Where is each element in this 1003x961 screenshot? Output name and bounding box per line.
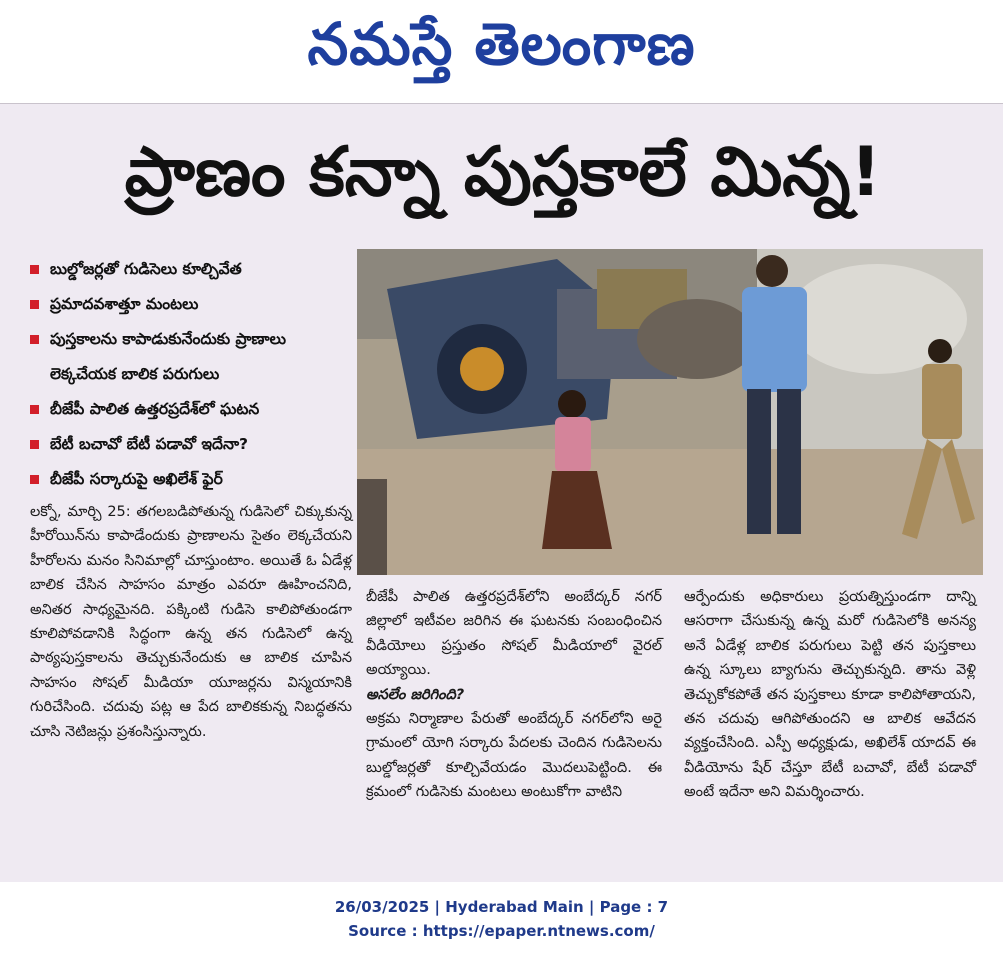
article-column-3 [684,585,976,805]
article-paragraph: బీజేపీ పాలిత ఉత్తరప్రదేశ్‌లోని అంబేద్కర్ నగర్ జిల్లాలో ఇటీవల జరిగిన ఈ ఘటనకు సంబంధించిన వీడియోలు ప్రస్తుతం సోషల్ మీడియాలో వైరల్ అయ్యాయి. [366,589,662,679]
bullet-text: పుస్తకాలను కాపాడుకునేందుకు ప్రాణాలు లెక్కచేయక బాలిక పరుగులు [50,330,286,383]
bullet-item [30,392,350,427]
edition-info: 26/03/2025 | Hyderabad Main | Page : 7 [334,898,669,916]
bullet-square-icon [30,265,39,274]
page-footer [0,895,1003,943]
news-photo [357,249,983,575]
highlight-bullets [30,252,350,497]
bullet-text: బీజేపీ పాలిత ఉత్తరప్రదేశ్‌లో ఘటన [50,400,260,418]
article-column-2 [366,585,662,805]
article-headline: ప్రాణం కన్నా పుస్తకాలే మిన్న! [124,133,882,212]
article-paragraph: ఆర్పేందుకు అధికారులు ప్రయత్నిస్తుండగా దాన్ని ఆసరాగా చేసుకున్న ఉన్న మరో గుడిసెలోకి అనన్య అనే ఏడేళ్ల బాలిక పరుగులు పెట్టి తన పుస్తకాలు ఉన్న స్కూలు బ్యాగును తెచ్చుకున్నది. తాను వెళ్లి తెచ్చుకోకపోతే తన పుస్తకాలు కూడా కాలిపోతాయని, తన చదువు ఆగిపోతుందని ఆ బాలిక ఆవేదన వ్యక్తంచేసింది. ఎస్పీ అధ్యక్షుడు, అఖిలేశ్ యాదవ్ ఈ వీడియోను షేర్ చేస్తూ బేటీ బచావో, బేటీ పడావో అంటే ఇదేనా అని విమర్శించారు. [684,589,976,801]
bullet-text: బుల్డోజర్లతో గుడిసెలు కూల్చివేత [50,260,242,278]
bullet-text: బీజేపీ సర్కారుపై అఖిలేశ్ ఫైర్ [50,470,223,488]
bullet-item [30,427,350,462]
masthead [0,0,1003,103]
bullet-square-icon [30,475,39,484]
article-column-1 [30,500,352,744]
bullet-text: ప్రమాదవశాత్తూ మంటలు [50,295,199,313]
newspaper-title: నమస్తే తెలంగాణ [307,10,696,78]
bullet-square-icon [30,335,39,344]
bullet-item [30,252,350,287]
article-subheading: అసలేం జరిగింది? [366,686,465,703]
bullet-item [30,322,350,392]
bullet-item [30,462,350,497]
bullet-text: బేటీ బచావో బేటీ పడావో ఇదేనా? [50,435,249,453]
bullet-square-icon [30,405,39,414]
article-paragraph: అక్రమ నిర్మాణాల పేరుతో అంబేద్కర్ నగర్‌లోని అరై గ్రామంలో యోగి సర్కారు పేదలకు చెందిన గుడిసెలను బుల్డోజర్లతో కూల్చివేయడం మొదలుపెట్టింది. ఈ క్రమంలో గుడిసెకు మంటలు అంటుకోగా వాటిని [366,711,662,801]
article-paragraph: లక్నో, మార్చి 25: తగలబడిపోతున్న గుడిసెలో చిక్కుకున్న హీరోయిన్‌ను కాపాడేందుకు ప్రాణాలను సైతం లెక్కచేయని హీరోలను మనం సినిమాల్లో చూస్తుంటాం. అయితే ఓ ఏడేళ్ల బాలిక చేసిన సాహసం మాత్రం ఎవరూ ఊహించనిది, అనితర సాధ్యమైనది. పక్కింటి గుడిసె కాలిపోతుండగా కూలిపోవడానికి సిద్ధంగా ఉన్న తన గుడిసెలో ఉన్న పాఠ్యపుస్తకాలను తెచ్చుకునేందుకు ఆ బాలిక చూపిన సాహసం సోషల్ మీడియా యూజర్లను విస్మయానికి గురిచేసింది. చదువు పట్ల ఆ పేద బాలికకున్న నిబద్ధతను చూసి నెటిజన్లు ప్రశంసిస్తున్నారు. [30,504,352,740]
bullet-square-icon [30,300,39,309]
news-photo-illustration [357,249,983,575]
bullet-item [30,287,350,322]
bullet-square-icon [30,440,39,449]
source-link[interactable]: Source : https://epaper.ntnews.com/ [348,922,655,940]
